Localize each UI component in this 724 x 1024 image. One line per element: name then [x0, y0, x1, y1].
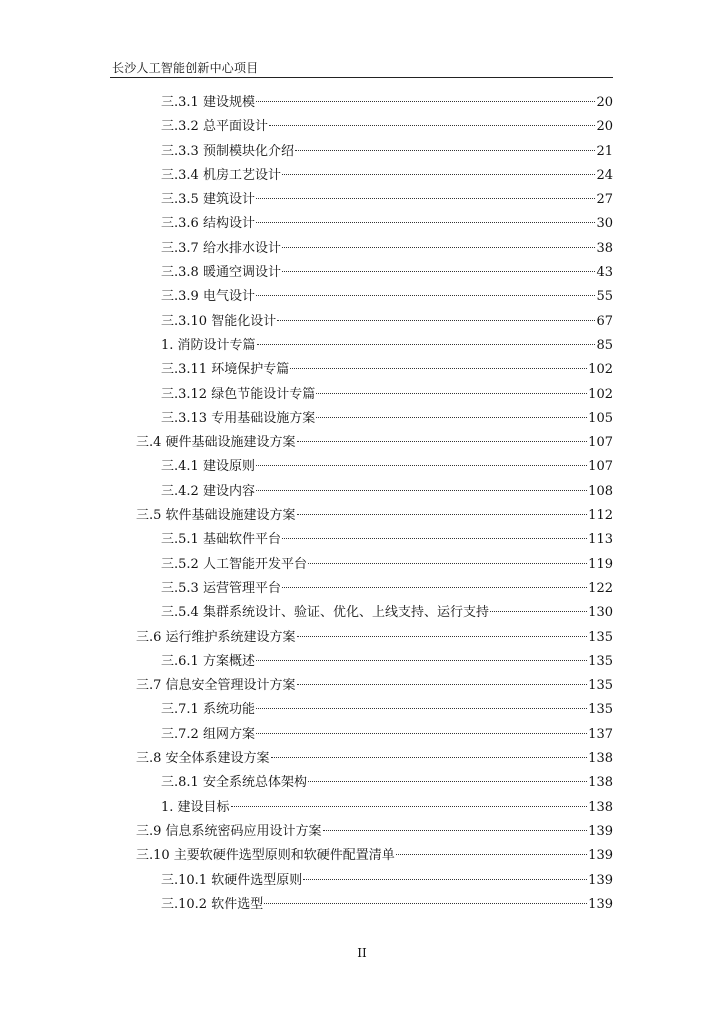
dot-leader	[271, 757, 588, 758]
dot-leader	[257, 344, 596, 345]
toc-entry-title: 三.3.2 总平面设计	[161, 119, 268, 135]
toc-entry-title: 三.10 主要软硬件选型原则和软硬件配置清单	[136, 848, 395, 864]
toc-entry-title: 三.7 信息安全管理设计方案	[136, 678, 296, 694]
dot-leader	[308, 563, 587, 564]
dot-leader	[256, 733, 587, 734]
dot-leader	[308, 781, 587, 782]
dot-leader	[256, 490, 587, 491]
dot-leader	[256, 222, 596, 223]
toc-entry-page: 107	[588, 435, 613, 451]
toc-entry-page: 38	[596, 240, 613, 256]
toc-entry-page: 21	[596, 143, 613, 159]
toc-entry-page: 55	[596, 289, 613, 305]
dot-leader	[256, 101, 596, 102]
toc-entry-page: 108	[588, 483, 613, 499]
toc-entry-page: 135	[588, 653, 613, 669]
dot-leader	[282, 587, 587, 588]
dot-leader	[282, 538, 587, 539]
toc-entry-page: 105	[588, 410, 613, 426]
toc-entry-page: 130	[588, 605, 613, 621]
toc-entry-page: 138	[588, 775, 613, 791]
toc-entry[interactable]	[0, 796, 724, 820]
toc-entry[interactable]	[0, 212, 724, 236]
dot-leader	[256, 708, 587, 709]
dot-leader	[297, 441, 588, 442]
toc-entry[interactable]	[0, 869, 724, 893]
toc-entry-page: 119	[588, 556, 613, 572]
toc-entry[interactable]	[0, 431, 724, 455]
dot-leader	[256, 660, 587, 661]
toc-entry[interactable]	[0, 820, 724, 844]
toc-entry-page: 139	[588, 848, 613, 864]
toc-entry[interactable]	[0, 747, 724, 771]
toc-entry-title: 三.3.1 建设规模	[161, 95, 255, 110]
toc-entry-title: 三.3.7 给水排水设计	[161, 240, 281, 256]
toc-entry-page: 85	[596, 337, 613, 353]
dot-leader	[269, 125, 596, 126]
toc-entry-page: 67	[596, 313, 613, 329]
toc-entry[interactable]	[0, 698, 724, 722]
toc-entry[interactable]	[0, 188, 724, 212]
dot-leader	[290, 368, 587, 369]
toc-entry-page: 24	[596, 167, 613, 183]
toc-entry-title: 三.10.2 软件选型	[161, 896, 264, 912]
toc-entry-page: 20	[596, 119, 613, 135]
toc-entry-title: 三.3.6 结构设计	[161, 216, 255, 232]
toc-entry[interactable]	[0, 407, 724, 431]
dot-leader	[256, 295, 596, 296]
dot-leader	[316, 417, 587, 418]
toc-entry[interactable]	[0, 91, 724, 115]
dot-leader	[490, 611, 587, 612]
toc-entry-title: 三.3.11 环境保护专篇	[161, 362, 290, 378]
toc-entry[interactable]	[0, 577, 724, 601]
dot-leader	[295, 150, 596, 151]
toc-entry-title: 三.5.3 运营管理平台	[161, 580, 281, 596]
toc-entry[interactable]	[0, 626, 724, 650]
toc-entry-title: 三.3.13 专用基础设施方案	[161, 410, 316, 426]
toc-entry-page: 138	[588, 751, 613, 767]
toc-entry[interactable]	[0, 674, 724, 698]
toc-entry[interactable]	[0, 601, 724, 625]
toc-entry[interactable]	[0, 650, 724, 674]
dot-leader	[282, 247, 596, 248]
toc-entry-title: 三.6 运行维护系统建设方案	[136, 629, 296, 645]
header-divider	[110, 77, 613, 78]
dot-leader	[231, 806, 588, 807]
dot-leader	[396, 854, 587, 855]
toc-entry-title: 三.9 信息系统密码应用设计方案	[136, 823, 322, 839]
toc-entry-page: 27	[596, 192, 613, 208]
toc-entry-title: 三.3.4 机房工艺设计	[161, 167, 281, 183]
page-number: II	[357, 946, 367, 960]
toc-entry[interactable]	[0, 310, 724, 334]
toc-entry-page: 102	[588, 362, 613, 378]
table-of-contents	[0, 91, 724, 917]
toc-entry[interactable]	[0, 261, 724, 285]
dot-leader	[316, 393, 587, 394]
toc-entry-title: 三.4.1 建设原则	[161, 459, 255, 475]
toc-entry-page: 20	[596, 95, 613, 110]
toc-entry[interactable]	[0, 164, 724, 188]
toc-entry-title: 三.10.1 软硬件选型原则	[161, 872, 303, 888]
toc-entry-title: 三.3.9 电气设计	[161, 289, 255, 305]
toc-entry-title: 三.4 硬件基础设施建设方案	[136, 435, 296, 451]
toc-entry[interactable]	[0, 358, 724, 382]
toc-entry-page: 43	[596, 265, 613, 281]
toc-entry[interactable]	[0, 480, 724, 504]
dot-leader	[256, 465, 587, 466]
toc-entry-page: 107	[588, 459, 613, 475]
toc-entry[interactable]	[0, 285, 724, 309]
dot-leader	[277, 320, 595, 321]
toc-entry[interactable]	[0, 723, 724, 747]
running-header: 长沙人工智能创新中心项目	[112, 61, 259, 75]
toc-entry[interactable]	[0, 383, 724, 407]
dot-leader	[264, 903, 587, 904]
toc-entry-page: 102	[588, 386, 613, 402]
toc-entry-page: 113	[588, 532, 613, 548]
toc-entry-title: 三.7.1 系统功能	[161, 702, 255, 718]
toc-entry-page: 138	[588, 799, 613, 815]
toc-entry-page: 122	[588, 580, 613, 596]
toc-entry-title: 1. 建设目标	[161, 799, 230, 815]
toc-entry-page: 135	[588, 702, 613, 718]
toc-entry[interactable]	[0, 844, 724, 868]
dot-leader	[323, 830, 588, 831]
toc-entry-page: 139	[588, 872, 613, 888]
toc-entry-page: 139	[588, 896, 613, 912]
toc-entry-title: 三.3.10 智能化设计	[161, 313, 277, 329]
toc-entry-title: 三.7.2 组网方案	[161, 726, 255, 742]
toc-entry-page: 137	[588, 726, 613, 742]
toc-entry[interactable]	[0, 334, 724, 358]
toc-entry-title: 三.5.1 基础软件平台	[161, 532, 281, 548]
toc-entry-page: 112	[588, 508, 613, 524]
toc-entry-title: 三.3.8 暖通空调设计	[161, 265, 281, 281]
dot-leader	[297, 514, 588, 515]
dot-leader	[297, 684, 588, 685]
toc-entry-title: 三.3.3 预制模块化介绍	[161, 143, 294, 159]
toc-entry[interactable]	[0, 553, 724, 577]
dot-leader	[256, 198, 596, 199]
toc-entry-title: 三.5.4 集群系统设计、验证、优化、上线支持、运行支持	[161, 605, 489, 621]
toc-entry[interactable]	[0, 140, 724, 164]
toc-entry-title: 三.6.1 方案概述	[161, 653, 255, 669]
toc-entry-page: 135	[588, 678, 613, 694]
toc-entry-title: 三.5 软件基础设施建设方案	[136, 508, 296, 524]
toc-entry[interactable]	[0, 115, 724, 139]
toc-entry-page: 30	[596, 216, 613, 232]
toc-entry-title: 三.5.2 人工智能开发平台	[161, 556, 307, 572]
dot-leader	[282, 174, 596, 175]
dot-leader	[297, 636, 588, 637]
dot-leader	[303, 879, 587, 880]
toc-entry[interactable]	[0, 237, 724, 261]
toc-entry[interactable]	[0, 455, 724, 479]
toc-entry-title: 三.8 安全体系建设方案	[136, 751, 270, 767]
toc-entry-page: 139	[588, 823, 613, 839]
toc-entry[interactable]	[0, 893, 724, 917]
toc-entry-page: 135	[588, 629, 613, 645]
toc-entry-title: 三.3.12 绿色节能设计专篇	[161, 386, 316, 402]
toc-entry-title: 三.4.2 建设内容	[161, 483, 255, 499]
toc-entry-title: 三.3.5 建筑设计	[161, 192, 255, 208]
toc-entry-title: 1. 消防设计专篇	[161, 337, 256, 353]
toc-entry[interactable]	[0, 528, 724, 552]
toc-entry-title: 三.8.1 安全系统总体架构	[161, 775, 307, 791]
dot-leader	[282, 271, 596, 272]
toc-entry[interactable]	[0, 771, 724, 795]
toc-entry[interactable]	[0, 504, 724, 528]
